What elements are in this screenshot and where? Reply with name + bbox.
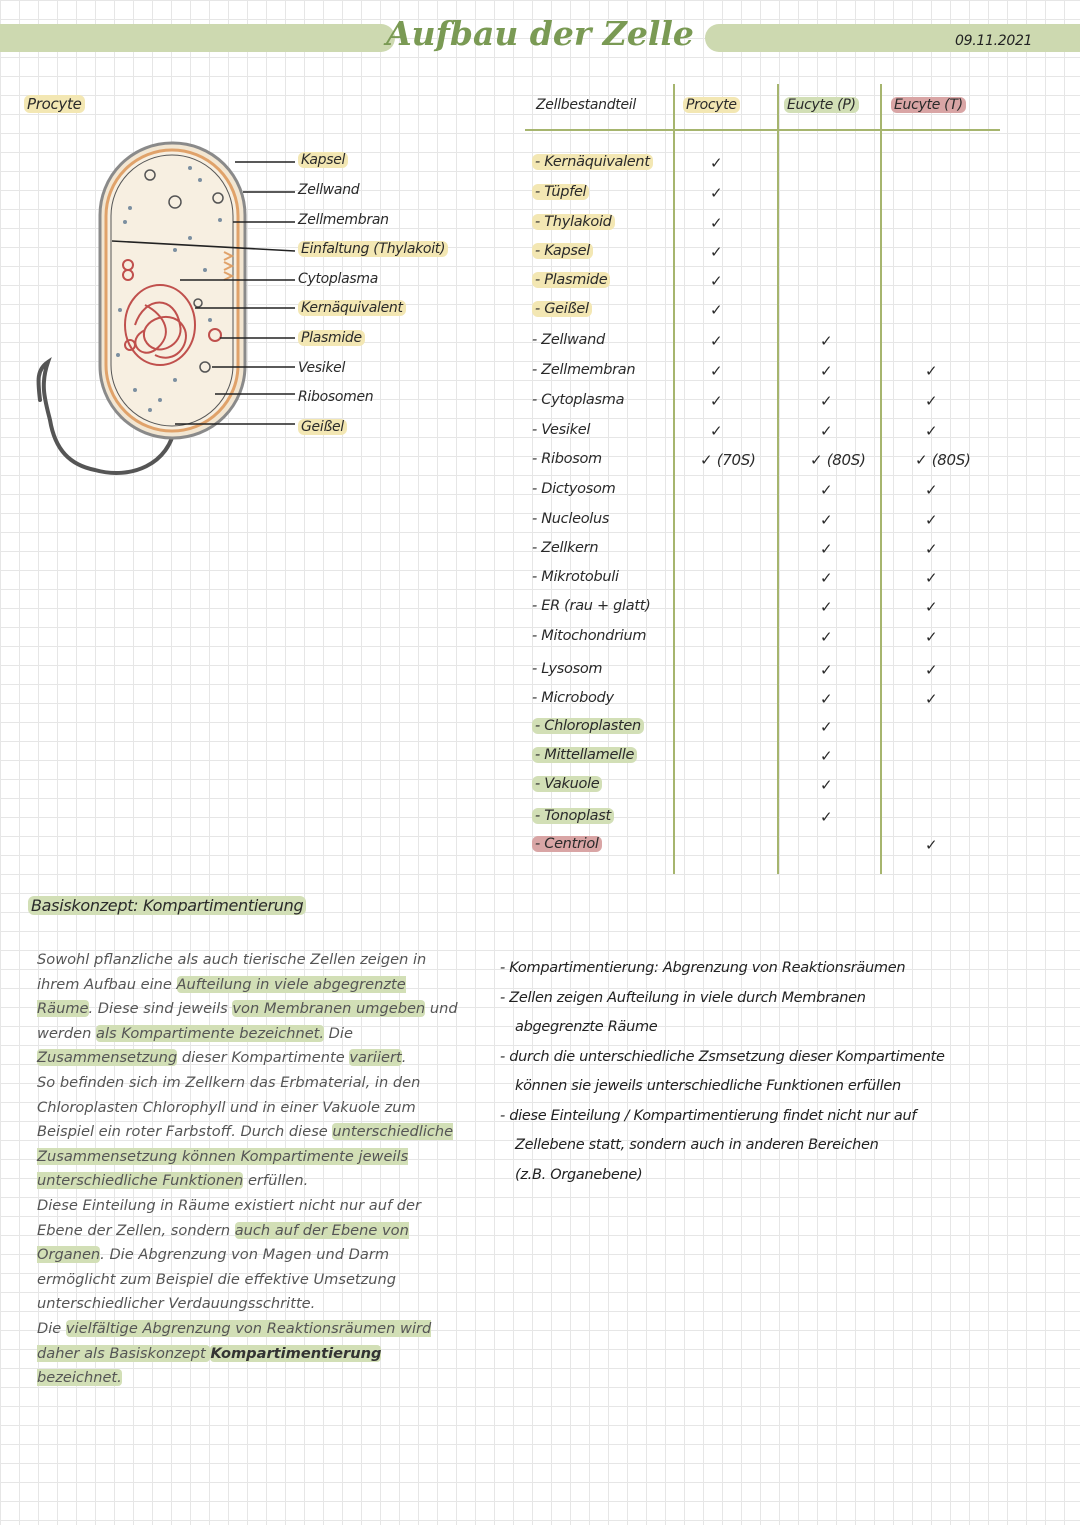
table-col-divider <box>673 84 675 874</box>
basis-paragraph: Die vielfältige Abgrenzung von Reaktionsräumen wird daher als Basiskonzept Kompartimentierung bezeichnet. <box>37 1319 432 1387</box>
check-mark-ep: ✓ <box>820 808 833 826</box>
cell-label-ribosomen: Ribosomen <box>298 389 374 405</box>
check-mark-et: ✓ <box>925 422 938 440</box>
check-mark-p: ✓ <box>710 362 723 380</box>
row-name: - Vakuole <box>532 776 602 792</box>
row-name: - Zellwand <box>532 332 605 348</box>
check-mark-ep: ✓ <box>820 332 833 350</box>
note-line: (z.B. Organebene) <box>515 1166 643 1183</box>
check-mark-p: ✓ <box>710 422 723 440</box>
page-title: Aufbau der Zelle <box>386 14 694 53</box>
check-mark-p: ✓ <box>710 214 723 232</box>
th-eucyte-t: Eucyte (T) <box>891 97 966 113</box>
cell-label-zellmembran: Zellmembran <box>298 212 389 228</box>
note-line: Zellebene statt, sondern auch in anderen Bereichen <box>515 1137 879 1153</box>
check-mark-p: ✓ <box>710 301 723 319</box>
check-mark-ep: ✓ <box>820 747 833 765</box>
check-mark-p: ✓ <box>710 184 723 202</box>
check-mark-p: ✓ <box>710 154 723 172</box>
check-mark-ep: ✓ <box>820 776 833 794</box>
check-mark-p: ✓ <box>710 272 723 290</box>
row-name: - Tüpfel <box>532 184 589 200</box>
check-mark-ep: ✓ <box>820 481 833 499</box>
check-mark-p: ✓ <box>710 392 723 410</box>
date: 09.11.2021 <box>955 33 1033 49</box>
row-name: - Plasmide <box>532 272 610 288</box>
row-name: - ER (rau + glatt) <box>532 598 651 614</box>
cell-label-zellwand: Zellwand <box>298 182 360 198</box>
check-mark-et: ✓ <box>925 392 938 410</box>
check-mark-et: ✓ <box>925 836 938 854</box>
check-mark-p: ✓ (70S) <box>700 451 756 469</box>
cell-label-geissel: Geißel <box>298 419 347 435</box>
row-name: - Mitochondrium <box>532 628 647 644</box>
note-line: - Kompartimentierung: Abgrenzung von Reaktionsräumen <box>500 960 906 976</box>
cell-label-plasmide: Plasmide <box>298 330 365 346</box>
check-mark-ep: ✓ <box>820 392 833 410</box>
note-line: - Zellen zeigen Aufteilung in viele durch Membranen <box>500 989 866 1006</box>
cell-label-cytoplasma: Cytoplasma <box>298 271 378 287</box>
check-mark-ep: ✓ <box>820 661 833 679</box>
th-eucyte-p: Eucyte (P) <box>784 97 859 113</box>
check-mark-ep: ✓ <box>820 422 833 440</box>
row-name: - Kapsel <box>532 243 593 259</box>
check-mark-et: ✓ <box>925 540 938 558</box>
row-name: - Kernäquivalent <box>532 154 653 170</box>
check-mark-ep: ✓ (80S) <box>810 451 866 469</box>
check-mark-et: ✓ <box>925 661 938 679</box>
cell-label-vesikel: Vesikel <box>298 360 346 376</box>
row-name: - Microbody <box>532 690 614 706</box>
table-header-line <box>525 129 1000 131</box>
row-name: - Tonoplast <box>532 808 614 824</box>
check-mark-ep: ✓ <box>820 540 833 558</box>
check-mark-p: ✓ <box>710 243 723 261</box>
basis-heading: Basiskonzept: Kompartimentierung <box>28 896 306 915</box>
row-name: - Cytoplasma <box>532 392 625 408</box>
notes <box>500 954 990 1190</box>
check-mark-ep: ✓ <box>820 511 833 529</box>
cell-label-kernaequivalent: Kernäquivalent <box>298 300 406 316</box>
table-col-divider <box>880 84 882 874</box>
note-line: abgegrenzte Räume <box>515 1019 658 1035</box>
row-name: - Mikrotobuli <box>532 569 619 585</box>
basis-text <box>37 948 459 1391</box>
check-mark-et: ✓ <box>925 511 938 529</box>
procyte-heading: Procyte <box>24 95 85 113</box>
check-mark-et: ✓ (80S) <box>915 451 971 469</box>
check-mark-ep: ✓ <box>820 628 833 646</box>
row-name: - Chloroplasten <box>532 718 644 734</box>
check-mark-et: ✓ <box>925 690 938 708</box>
note-line: können sie jeweils unterschiedliche Funktionen erfüllen <box>515 1078 901 1094</box>
check-mark-et: ✓ <box>925 569 938 587</box>
cell-wall <box>106 150 238 431</box>
check-mark-et: ✓ <box>925 362 938 380</box>
row-name: - Centriol <box>532 836 602 852</box>
cell-label-einfaltung: Einfaltung (Thylakoit) <box>298 241 448 257</box>
cell-label-kapsel: Kapsel <box>298 152 348 168</box>
basis-paragraph: So befinden sich im Zellkern das Erbmaterial, in den Chloroplasten Chlorophyll und in einer Vakuole zum Beispiel ein roter Farbstoff. Durch diese unterschiedliche Zusammensetzung können Kompartimente jeweils unterschiedliche Funktionen erfüllen. <box>37 1073 454 1190</box>
check-mark-et: ✓ <box>925 481 938 499</box>
basis-paragraph: Sowohl pflanzliche als auch tierische Zellen zeigen in ihrem Aufbau eine Aufteilung in viele abgegrenzte Räume. Diese sind jeweils von Membranen umgeben und werden als Kompartimente bezeichnet. Die Zusammensetzung dieser Kompartimente variiert. <box>37 951 458 1067</box>
row-name: - Mittellamelle <box>532 747 637 763</box>
th-component: Zellbestandteil <box>536 97 636 113</box>
row-name: - Lysosom <box>532 661 603 677</box>
procyte-cell-diagram <box>0 120 300 480</box>
basis-paragraph: Diese Einteilung in Räume existiert nicht nur auf der Ebene der Zellen, sondern auch auf der Ebene von Organen. Die Abgrenzung von Magen und Darm ermöglicht zum Beispiel die effektive Umsetzung unterschiedlicher Verdauungsschritte. <box>37 1196 422 1313</box>
note-line: - durch die unterschiedliche Zsmsetzung dieser Kompartimente <box>500 1048 945 1065</box>
check-mark-ep: ✓ <box>820 362 833 380</box>
table-col-divider <box>777 84 779 874</box>
check-mark-ep: ✓ <box>820 598 833 616</box>
check-mark-p: ✓ <box>710 332 723 350</box>
th-procyte: Procyte <box>683 97 740 113</box>
row-name: - Dictyosom <box>532 481 616 497</box>
row-name: - Vesikel <box>532 422 591 438</box>
row-name: - Zellmembran <box>532 362 636 378</box>
check-mark-et: ✓ <box>925 598 938 616</box>
row-name: - Thylakoid <box>532 214 615 230</box>
check-mark-ep: ✓ <box>820 569 833 587</box>
row-name: - Zellkern <box>532 540 599 556</box>
note-line: - diese Einteilung / Kompartimentierung findet nicht nur auf <box>500 1107 917 1124</box>
row-name: - Nucleolus <box>532 511 610 527</box>
check-mark-et: ✓ <box>925 628 938 646</box>
row-name: - Geißel <box>532 301 592 317</box>
check-mark-ep: ✓ <box>820 690 833 708</box>
row-name: - Ribosom <box>532 451 602 467</box>
check-mark-ep: ✓ <box>820 718 833 736</box>
